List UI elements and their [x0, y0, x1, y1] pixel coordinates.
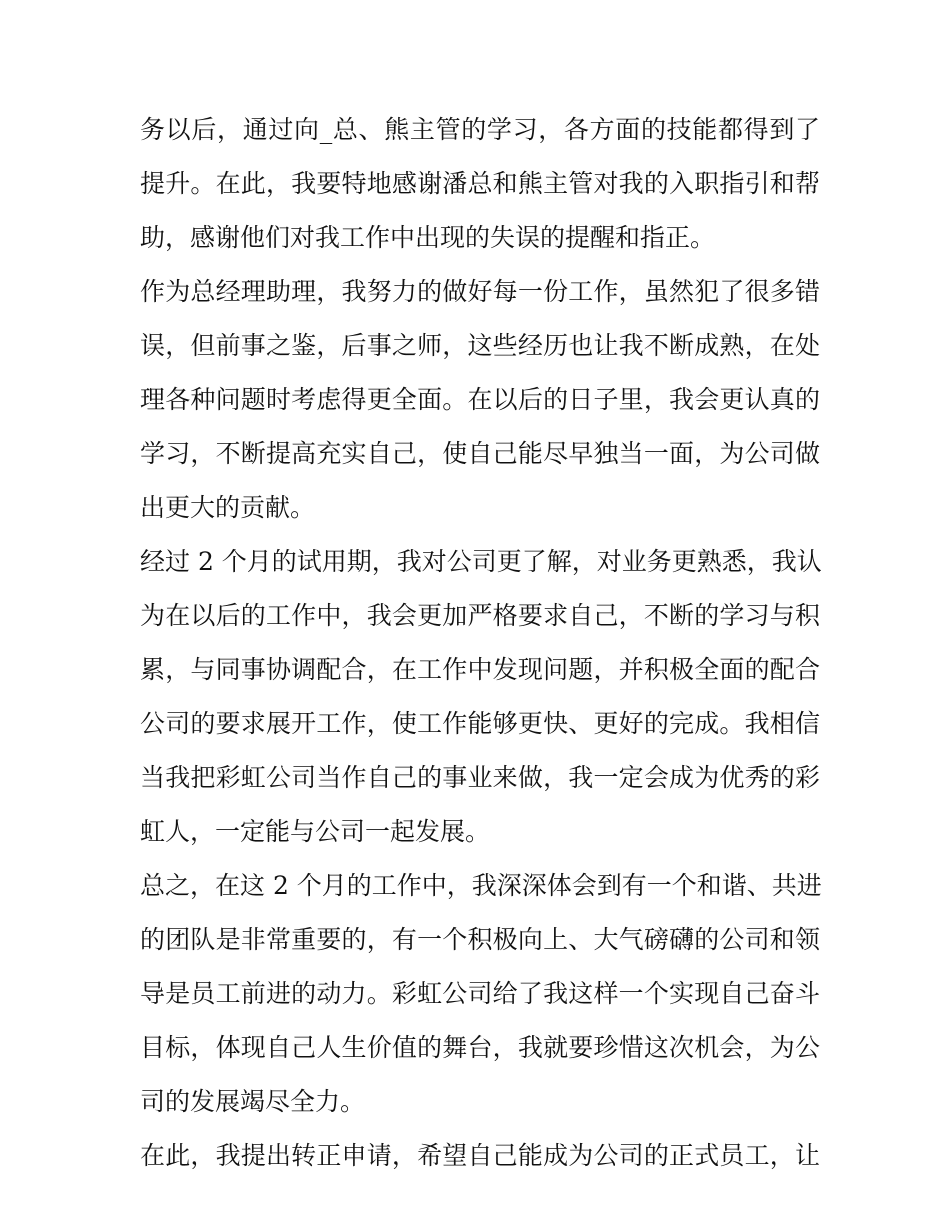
- paragraph-4: [140, 859, 820, 1129]
- text-line: 出更大的贡献。: [140, 493, 316, 522]
- text-line: 司的发展竭尽全力。: [140, 1087, 366, 1116]
- document-body: [140, 103, 820, 1183]
- text-line: 误，但前事之鉴，后事之师，这些经历也让我不断成熟，在处: [140, 331, 820, 360]
- text-line: 公司的要求展开工作，使工作能够更快、更好的完成。我相信: [140, 709, 820, 738]
- text-line: 的团队是非常重要的，有一个积极向上、大气磅礴的公司和领: [140, 925, 820, 954]
- text-line: 目标，体现自己人生价值的舞台，我就要珍惜这次机会，为公: [140, 1033, 820, 1062]
- paragraph-5: [140, 1129, 820, 1183]
- text-line: 总之，在这 2 个月的工作中，我深深体会到有一个和谐、共进: [140, 871, 822, 900]
- paragraph-3: [140, 535, 820, 859]
- text-line: 学习，不断提高充实自己，使自己能尽早独当一面，为公司做: [140, 439, 820, 468]
- text-line: 务以后，通过向_总、熊主管的学习，各方面的技能都得到了: [140, 115, 820, 144]
- text-line: 为在以后的工作中，我会更加严格要求自己，不断的学习与积: [140, 601, 820, 630]
- text-line: 当我把彩虹公司当作自己的事业来做，我一定会成为优秀的彩: [140, 763, 820, 792]
- text-line: 累，与同事协调配合，在工作中发现问题，并积极全面的配合: [140, 655, 820, 684]
- text-line: 提升。在此，我要特地感谢潘总和熊主管对我的入职指引和帮: [140, 169, 820, 198]
- paragraph-2: [140, 265, 820, 535]
- text-line: 在此，我提出转正申请，希望自己能成为公司的正式员工，让: [140, 1141, 820, 1170]
- text-line: 助，感谢他们对我工作中出现的失误的提醒和指正。: [140, 223, 716, 252]
- text-line: 导是员工前进的动力。彩虹公司给了我这样一个实现自己奋斗: [140, 979, 820, 1008]
- text-line: 虹人，一定能与公司一起发展。: [140, 817, 491, 846]
- text-line: 作为总经理助理，我努力的做好每一份工作，虽然犯了很多错: [140, 277, 820, 306]
- text-line: 经过 2 个月的试用期，我对公司更了解，对业务更熟悉，我认: [140, 547, 822, 576]
- text-line: 理各种问题时考虑得更全面。在以后的日子里，我会更认真的: [140, 385, 820, 414]
- paragraph-1: [140, 103, 820, 265]
